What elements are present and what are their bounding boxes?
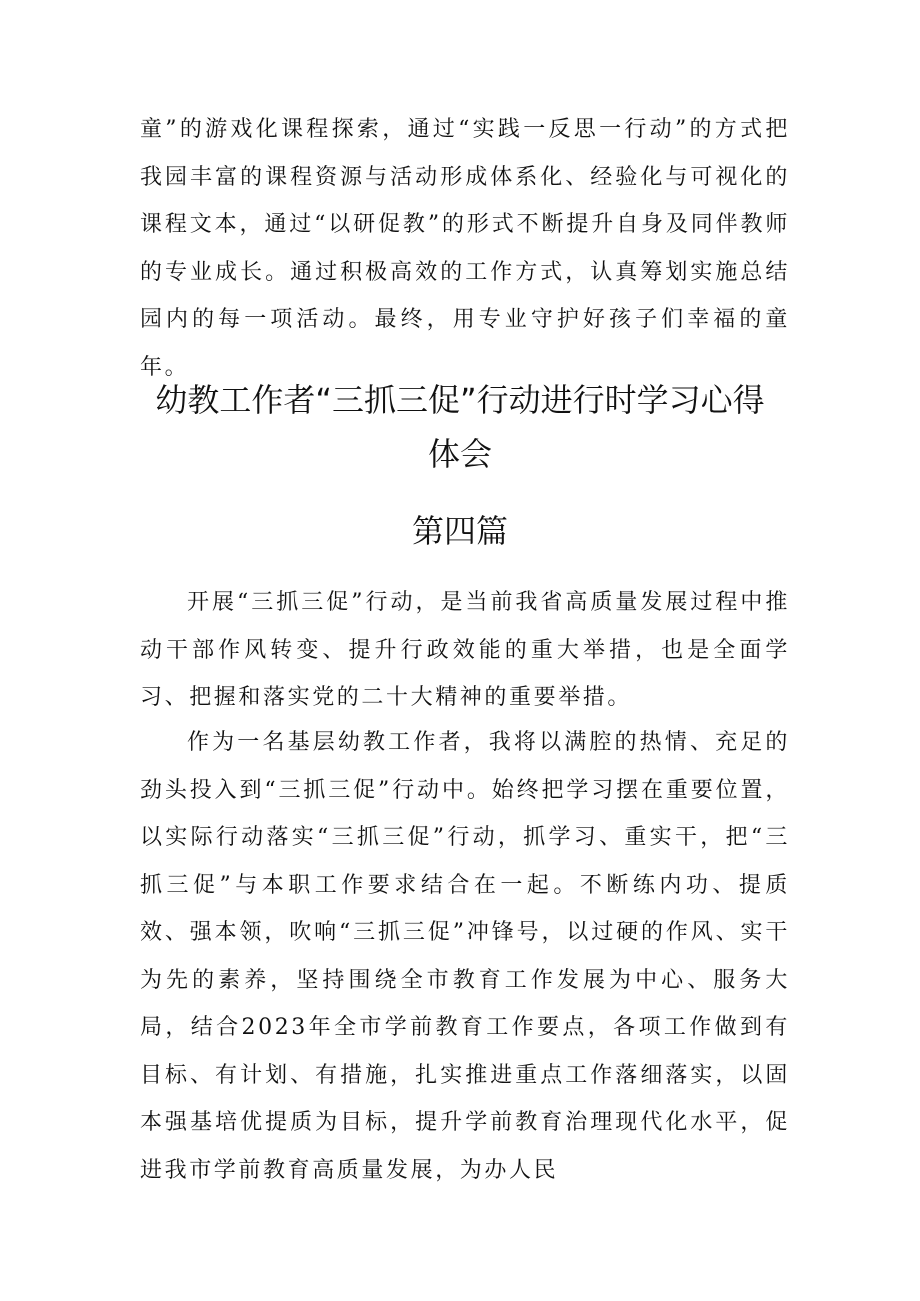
article-title-line2: 体会 [427,435,492,473]
body-paragraph: 作为一名基层幼教工作者，我将以满腔的热情、充足的劲头投入到“三抓三促”行动中。始终把学习摆在重要位置，以实际行动落实“三抓三促”行动，抓学习、重实干，把“三抓三促”与本职工作要求结合在一起。不断练内功、提质效、强本领，吹响“三抓三促”冲锋号，以过硬的作风、实干为先的素养，坚持围绕全市教育工作发展为中心、服务大局，结合2023年全市学前教育工作要点，各项工作做到有目标、有计划、有措施，扎实推进重点工作落细落实，以固本强基培优提质为目标，提升学前教育治理现代化水平，促进我市学前教育高质量发展，为办人民 [140,730,790,1183]
intro-paragraph: 童”的游戏化课程探索，通过“实践一反思一行动”的方式把我园丰富的课程资源与活动形成体系化、经验化与可视化的课程文本，通过“以研促教”的形式不断提升自身及同伴教师的专业成长。通过积极高效的工作方式，认真筹划实施总结园内的每一项活动。最终，用专业守护好孩子们幸福的童年。 [140,117,790,380]
body-paragraph: 开展“三抓三促”行动，是当前我省高质量发展过程中推动干部作风转变、提升行政效能的重大举措，也是全面学习、把握和落实党的二十大精神的重要举措。 [140,590,790,710]
article-title [100,373,820,481]
article-title-line1: 幼教工作者“三抓三促”行动进行时学习心得 [155,381,765,419]
section-label: 第四篇 [411,512,508,550]
